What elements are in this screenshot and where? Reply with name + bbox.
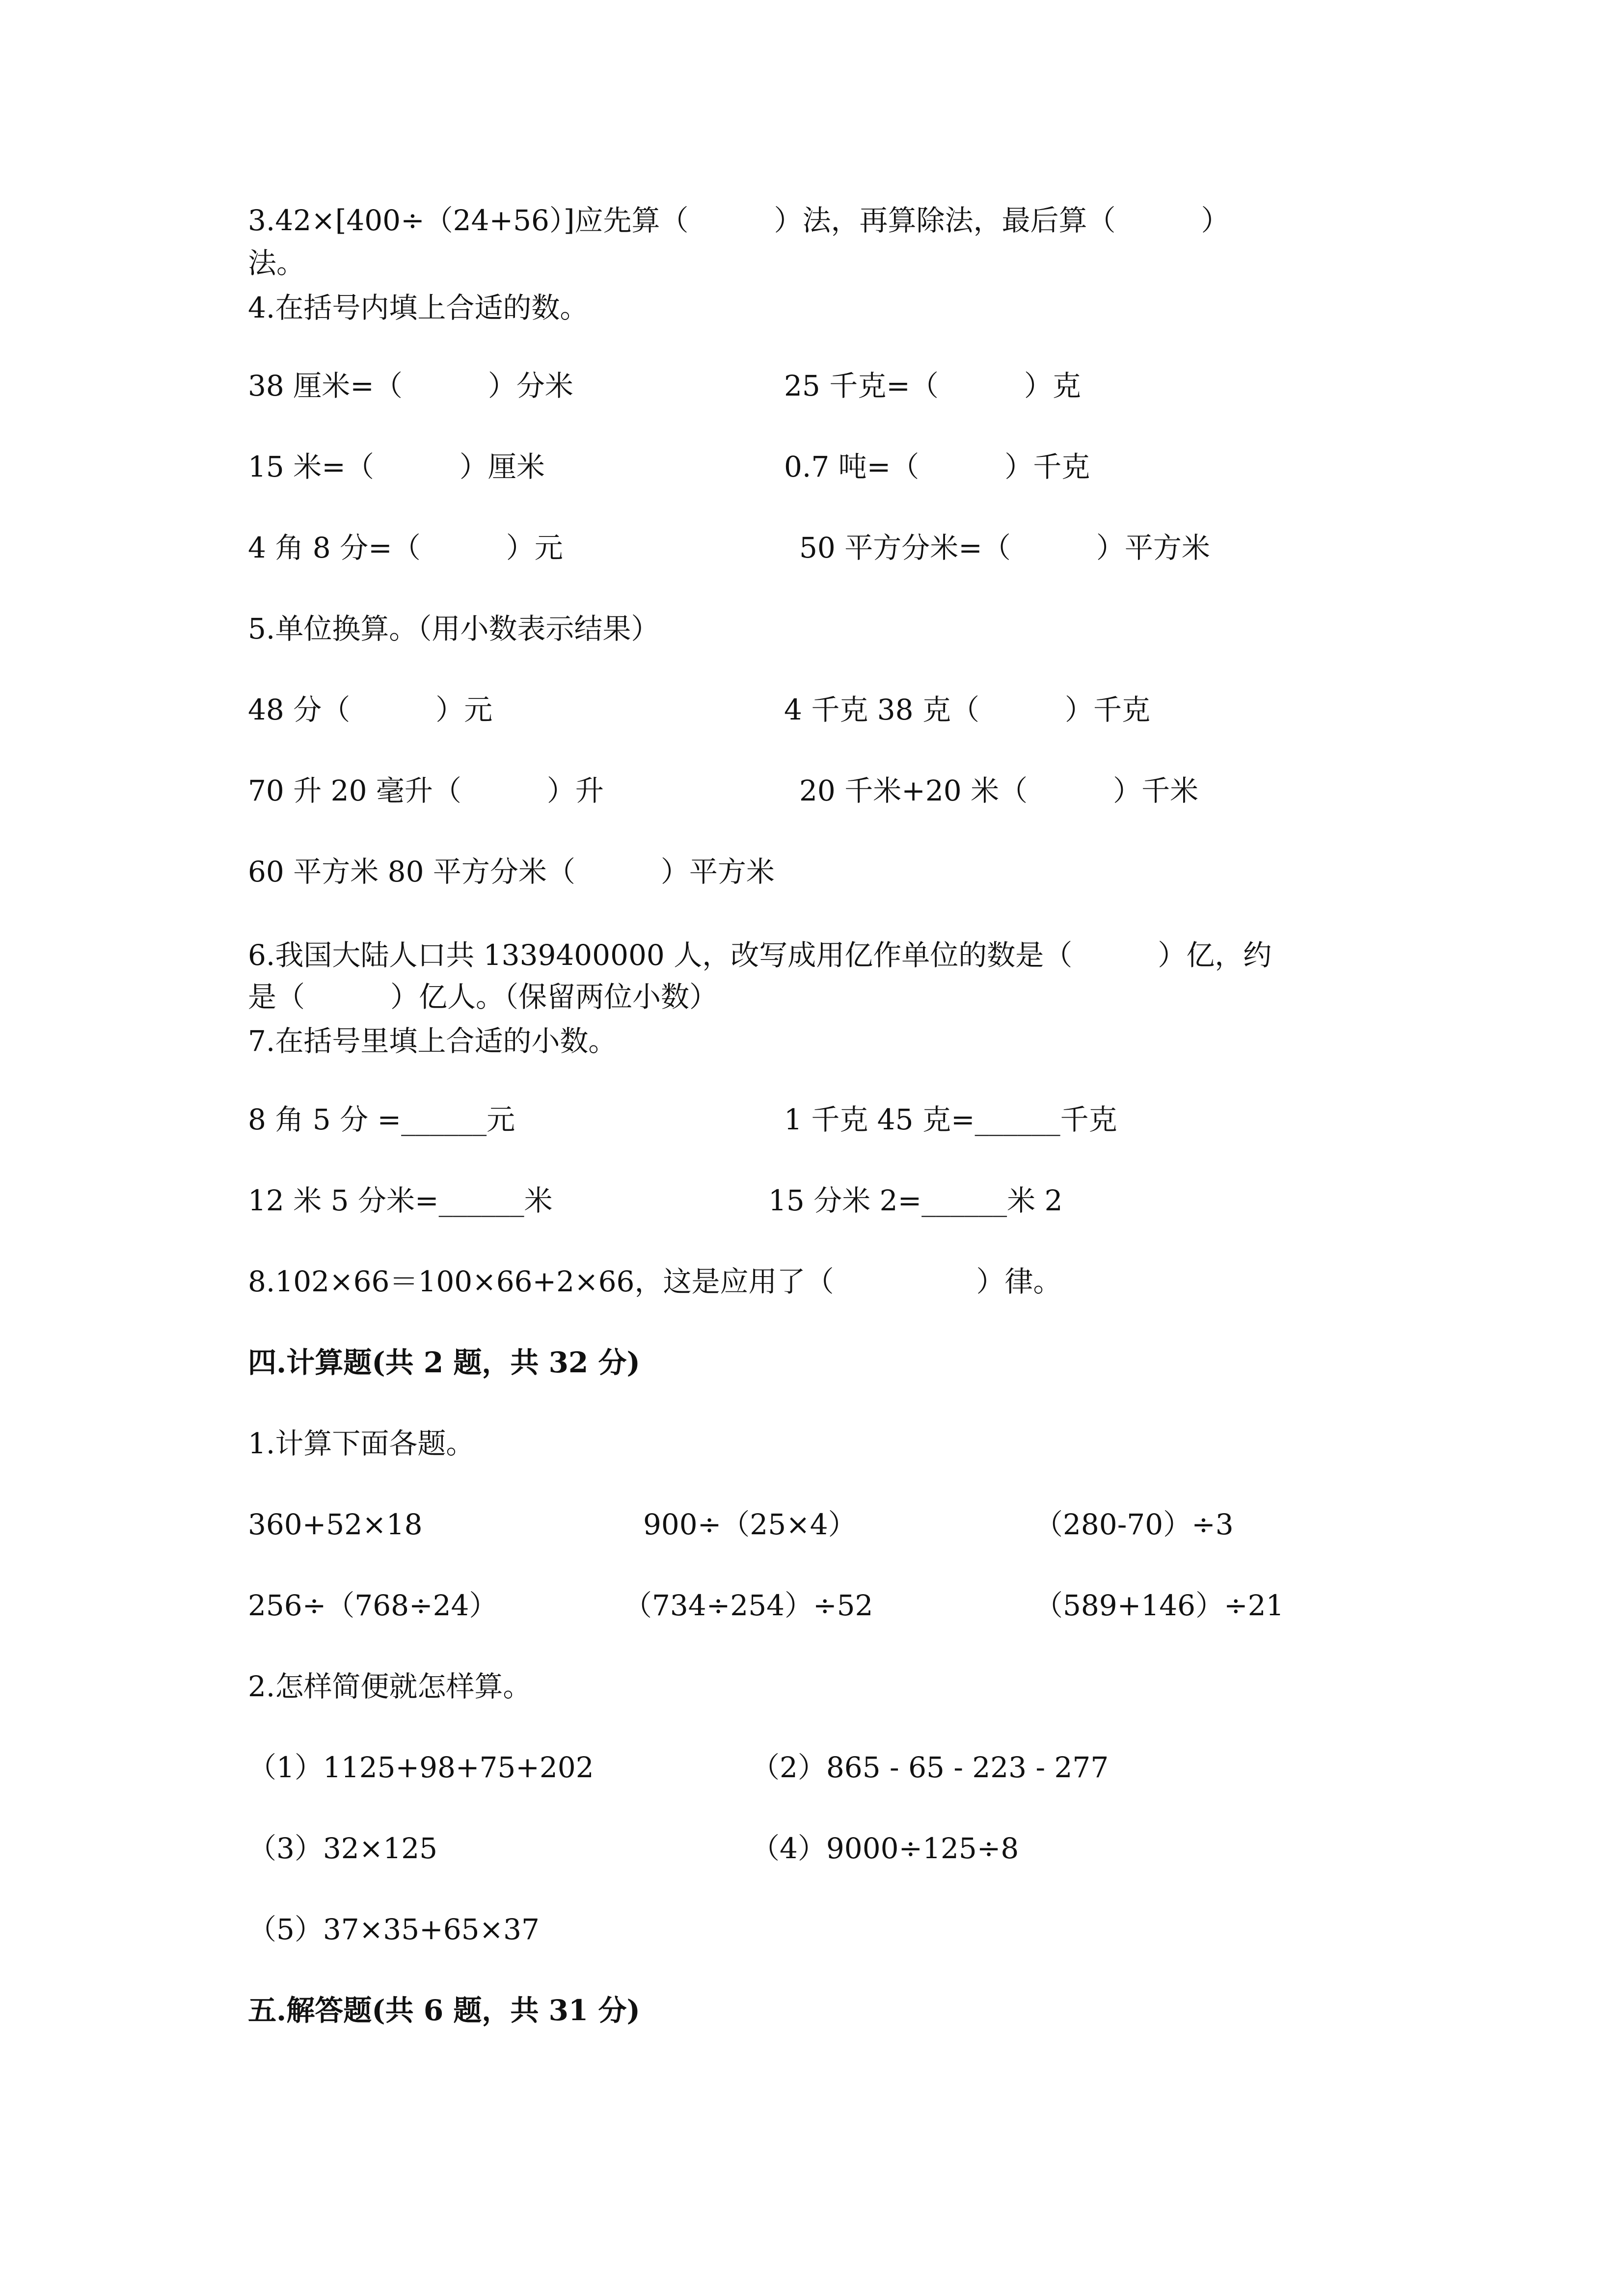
q4-item: 25 千克=（ ）克 <box>784 369 1081 402</box>
calc-item: 900÷（25×4） <box>643 1508 857 1541</box>
q6-line2: 是（ ）亿人。（保留两位小数） <box>248 980 718 1014</box>
q7-item: 12 米 5 分米=______米 <box>248 1184 553 1217</box>
q5-item: 48 分（ ）元 <box>248 693 493 726</box>
simplify-item: （5）37×35+65×37 <box>248 1913 540 1946</box>
q7-item: 15 分米 2=______米 2 <box>768 1184 1063 1217</box>
q7-title: 7.在括号里填上合适的小数。 <box>248 1024 617 1058</box>
q4-item: 15 米=（ ）厘米 <box>248 450 545 483</box>
section5-heading: 五.解答题(共 6 题，共 31 分) <box>248 1994 640 2027</box>
section4-heading: 四.计算题(共 2 题，共 32 分) <box>248 1346 640 1379</box>
q5-title: 5.单位换算。（用小数表示结果） <box>248 612 660 645</box>
calc-item: （734÷254）÷52 <box>623 1589 873 1622</box>
calc-item: （589+146）÷21 <box>1034 1589 1284 1622</box>
q4-title: 4.在括号内填上合适的数。 <box>248 291 589 324</box>
q4-item: 38 厘米=（ ）分米 <box>248 369 573 402</box>
calc-item: 360+52×18 <box>248 1508 423 1541</box>
q3-line1: 3.42×[400÷（24+56）]应先算（ ）法，再算除法，最后算（ ） <box>248 204 1230 237</box>
q6-line1: 6.我国大陆人口共 1339400000 人，改写成用亿作单位的数是（ ）亿，约 <box>248 938 1272 972</box>
q4-item: 4 角 8 分=（ ）元 <box>248 531 563 564</box>
section4-p2-title: 2.怎样简便就怎样算。 <box>248 1670 532 1703</box>
q7-item: 8 角 5 分 =______元 <box>248 1103 515 1136</box>
q8-line: 8.102×66＝100×66+2×66，这是应用了（ ）律。 <box>248 1265 1062 1298</box>
q4-item: 0.7 吨=（ ）千克 <box>784 450 1090 483</box>
section4-p1-title: 1.计算下面各题。 <box>248 1427 475 1460</box>
q4-item: 50 平方分米=（ ）平方米 <box>799 531 1210 564</box>
q5-item: 60 平方米 80 平方分米（ ）平方米 <box>248 855 775 888</box>
calc-item: （280-70）÷3 <box>1034 1508 1234 1541</box>
simplify-item: （4）9000÷125÷8 <box>751 1832 1019 1865</box>
simplify-item: （3）32×125 <box>248 1832 438 1865</box>
q5-item: 20 千米+20 米（ ）千米 <box>799 774 1199 807</box>
q5-item: 70 升 20 毫升（ ）升 <box>248 774 604 807</box>
q5-item: 4 千克 38 克（ ）千克 <box>784 693 1151 726</box>
simplify-item: （2）865 - 65 - 223 - 277 <box>751 1751 1109 1784</box>
simplify-item: （1）1125+98+75+202 <box>248 1751 594 1784</box>
q3-line2: 法。 <box>248 246 305 280</box>
calc-item: 256÷（768÷24） <box>248 1589 498 1622</box>
q7-item: 1 千克 45 克=______千克 <box>784 1103 1117 1136</box>
